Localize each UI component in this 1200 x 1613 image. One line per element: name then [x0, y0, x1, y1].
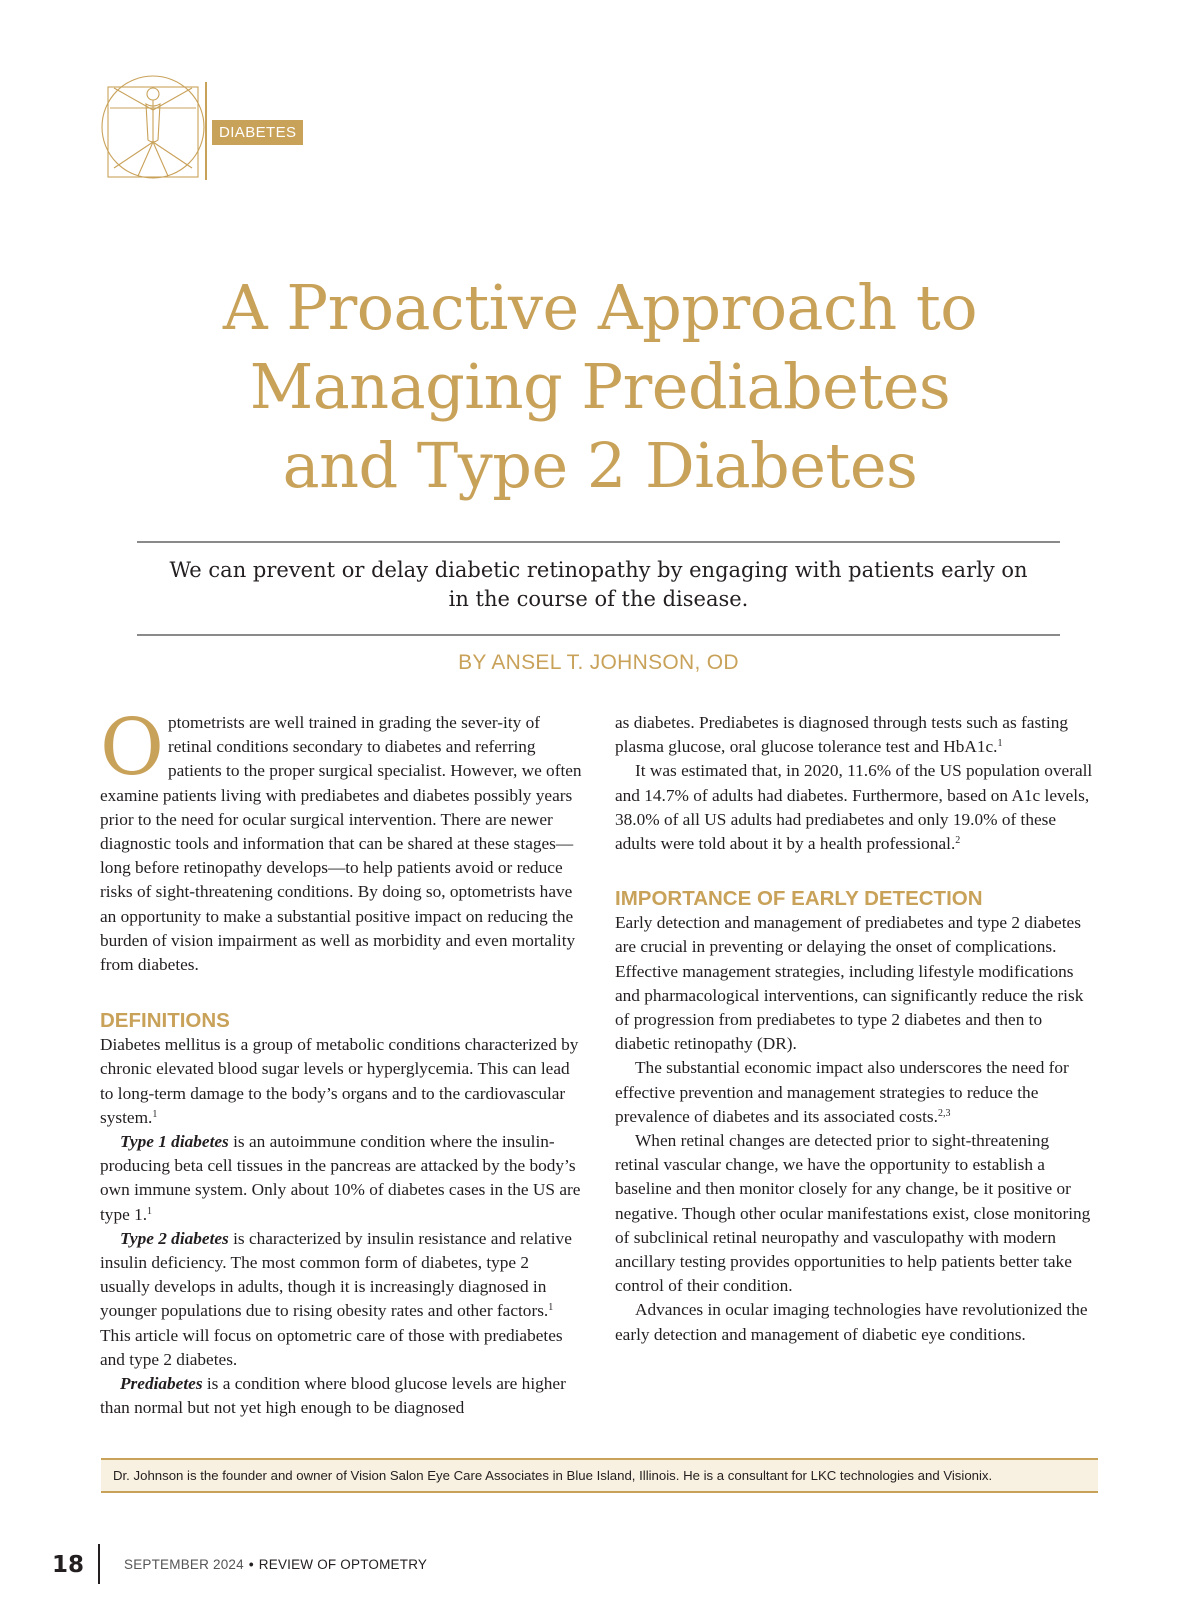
article-title [90, 268, 1110, 505]
definitions-paragraph-2 [100, 1130, 582, 1227]
definitions-paragraph-4 [100, 1372, 582, 1420]
deck-line-1: We can prevent or delay diabetic retinopathy by engaging with patients early on [169, 558, 1028, 582]
early-detection-paragraph-2 [615, 1056, 1097, 1129]
definitions-p3-text-a: is characterized by insulin resistance and relative insulin deficiency. The most common form of diabetes, type 2 usually develops in adults, though it is increasingly diagnosed in younger populations due to rising obesity rates and other factors. [100, 1228, 572, 1321]
definitions-paragraph-3 [100, 1227, 582, 1372]
definitions-p5-text: It was estimated that, in 2020, 11.6% of the US population overall and 14.7% of adults had diabetes. Furthermore, based on A1c levels, 38.0% of all US adults had prediabetes and only 19.0% of these adults were told about it by a health professional. [615, 761, 1093, 854]
definitions-p1-text: Diabetes mellitus is a group of metabolic conditions characterized by chronic elevated blood sugar levels or hyperglycemia. This can lead to long-term damage to the body’s organs and to the cardiovascular system. [100, 1035, 579, 1127]
reference-marker: 1 [548, 1302, 554, 1314]
page-number: 18 [52, 1552, 85, 1578]
definitions-p4-text-a: is a condition where blood glucose levels are higher than normal but not yet high enough to be diagnosed [100, 1374, 566, 1418]
section-badge: DIABETES [212, 120, 303, 145]
right-column [615, 711, 1097, 1347]
intro-paragraph [100, 703, 582, 977]
author-note: Dr. Johnson is the founder and owner of Vision Salon Eye Care Associates in Blue Island, Illinois. He is a consultant for LKC technologies and Visionix. [101, 1458, 1098, 1493]
left-column [100, 703, 582, 1420]
definitions-p2-text: is an autoimmune condition where the insulin-producing beta cell tissues in the pancreas are attacked by the body’s own immune system. Only about 10% of diabetes cases in the US are type 1. [100, 1132, 581, 1224]
early-detection-p2-text: The substantial economic impact also underscores the need for effective prevention and management strategies to reduce the prevalence of diabetes and its associated costs. [615, 1058, 1069, 1126]
deck-top-rule [137, 541, 1060, 543]
term-prediabetes: Prediabetes [120, 1374, 203, 1394]
publication-name: REVIEW OF OPTOMETRY [258, 1557, 428, 1572]
deck-bottom-rule [137, 634, 1060, 636]
definitions-p3-text-b: This article will focus on optometric care of those with prediabetes and type 2 diabetes. [100, 1325, 563, 1369]
article-deck [137, 556, 1060, 614]
folio-separator: • [248, 1557, 254, 1572]
title-line-2: Managing Prediabetes [249, 350, 951, 423]
early-detection-heading: IMPORTANCE OF EARLY DETECTION [615, 887, 983, 911]
reference-marker: 1 [147, 1205, 153, 1217]
definitions-paragraph-5 [615, 759, 1097, 856]
early-detection-paragraph-1: Early detection and management of prediabetes and type 2 diabetes are crucial in preventing or delaying the onset of complications. Effective management strategies, including lifestyle modifications and pharmacological interventions, can significantly reduce the risk of progression from prediabetes to type 2 diabetes and then to diabetic retinopathy (DR). [615, 913, 1084, 1054]
early-detection-paragraph-4: Advances in ocular imaging technologies have revolutionized the early detection and management of diabetic eye conditions. [615, 1300, 1088, 1344]
reference-marker: 1 [152, 1108, 158, 1120]
logo-divider [205, 82, 207, 180]
folio-divider [98, 1544, 100, 1584]
title-line-1: A Proactive Approach to [222, 271, 978, 344]
title-line-3: and Type 2 Diabetes [282, 429, 918, 502]
reference-marker: 2,3 [937, 1107, 951, 1119]
folio [124, 1557, 427, 1572]
deck-line-2: in the course of the disease. [448, 587, 749, 611]
early-detection-paragraph-3: When retinal changes are detected prior to sight-threatening retinal vascular change, we have the opportunity to establish a baseline and then monitor closely for any change, be it positive or negative. Though other ocular manifestations exist, close monitoring of subclinical retinal neuropathy and vasculopathy with modern ancillary testing provides opportunities to help patients better take control of their condition. [615, 1131, 1091, 1296]
vitruvian-man-icon [100, 72, 210, 184]
definitions-p4-text-b: as diabetes. Prediabetes is diagnosed through tests such as fasting plasma glucose, oral glucose tolerance test and HbA1c. [615, 713, 1069, 757]
drop-cap: O [100, 703, 164, 793]
reference-marker: 2 [955, 835, 961, 847]
reference-marker: 1 [997, 738, 1003, 750]
term-type1: Type 1 diabetes [120, 1132, 229, 1152]
term-type2: Type 2 diabetes [120, 1228, 229, 1248]
definitions-paragraph-1 [100, 1033, 582, 1130]
intro-text: ptometrists are well trained in grading the sever-ity of retinal conditions secondary to diabetes and referring patients to the proper surgical specialist. However, we often examine patients living with prediabetes and diabetes possibly years prior to the need for ocular surgical intervention. There are newer diagnostic tools and information that can be shared at these stages—long before retinopathy develops—to help patients avoid or reduce risks of sight-threatening conditions. By doing so, optometrists have an opportunity to make a substantial positive impact on reducing the burden of vision impairment as well as morbidity and even mortality from diabetes. [100, 713, 582, 975]
definitions-paragraph-4-continued [615, 711, 1097, 759]
definitions-heading: DEFINITIONS [100, 1009, 230, 1033]
issue-date: SEPTEMBER 2024 [124, 1557, 244, 1572]
byline: BY ANSEL T. JOHNSON, OD [458, 651, 739, 674]
